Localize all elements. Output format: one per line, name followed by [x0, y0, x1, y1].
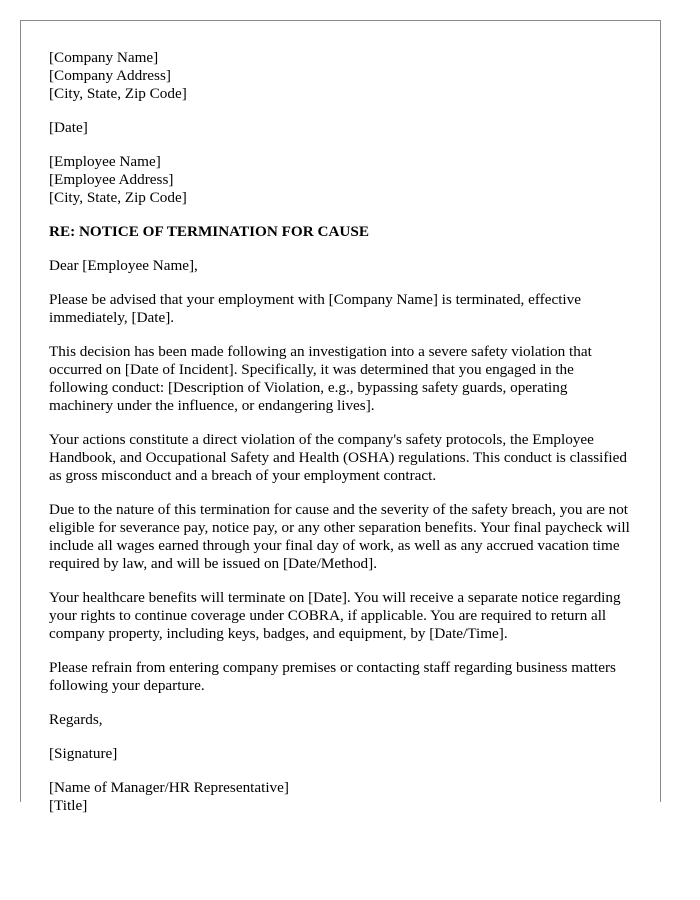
subject-line: RE: NOTICE OF TERMINATION FOR CAUSE — [49, 223, 369, 240]
salutation: Dear [Employee Name], — [49, 257, 198, 274]
letter-date — [49, 119, 635, 137]
sender-company-name: [Company Name] — [49, 49, 159, 66]
letter-page — [20, 20, 661, 814]
signer-block — [49, 779, 635, 815]
body-paragraph: Please be advised that your employment with [Company Name] is terminated, effective immediately, [Date]. — [49, 291, 581, 326]
sender-company-address: [Company Address] — [49, 67, 171, 84]
sender-address-block — [49, 49, 635, 103]
recipient-address-block — [49, 153, 635, 207]
signer-title: [Title] — [49, 797, 88, 814]
closing: Regards, — [49, 711, 103, 728]
sender-city-state-zip: [City, State, Zip Code] — [49, 85, 187, 102]
body-paragraph: This decision has been made following an investigation into a severe safety violation that occurred on [Date of Incident]. Specifically, it was determined that you engaged in the following conduct: [Description of Violation, e.g., bypassing safety guards, operating machinery under the influence, or endangering lives]. — [49, 343, 592, 414]
body-paragraph: Due to the nature of this termination for cause and the severity of the safety breach, you are not eligible for severance pay, notice pay, or any other separation benefits. Your final paycheck will include all wages earned through your final day of work, as well as any accrued vacation time required by law, and will be issued on [Date/Method]. — [49, 501, 630, 572]
recipient-employee-name: [Employee Name] — [49, 153, 161, 170]
letter-content — [49, 49, 635, 831]
body-paragraph: Please refrain from entering company premises or contacting staff regarding business matters following your departure. — [49, 659, 616, 694]
recipient-employee-address: [Employee Address] — [49, 171, 174, 188]
signer-name: [Name of Manager/HR Representative] — [49, 779, 289, 796]
body-paragraph: Your healthcare benefits will terminate on [Date]. You will receive a separate notice regarding your rights to continue coverage under COBRA, if applicable. You are required to return all company property, including keys, badges, and equipment, by [Date/Time]. — [49, 589, 621, 642]
date-text: [Date] — [49, 119, 88, 136]
signature-placeholder: [Signature] — [49, 745, 118, 762]
body-paragraph: Your actions constitute a direct violation of the company's safety protocols, the Employee Handbook, and Occupational Safety and Health (OSHA) regulations. This conduct is classified as gross misconduct and a breach of your employment contract. — [49, 431, 627, 484]
recipient-city-state-zip: [City, State, Zip Code] — [49, 189, 187, 206]
